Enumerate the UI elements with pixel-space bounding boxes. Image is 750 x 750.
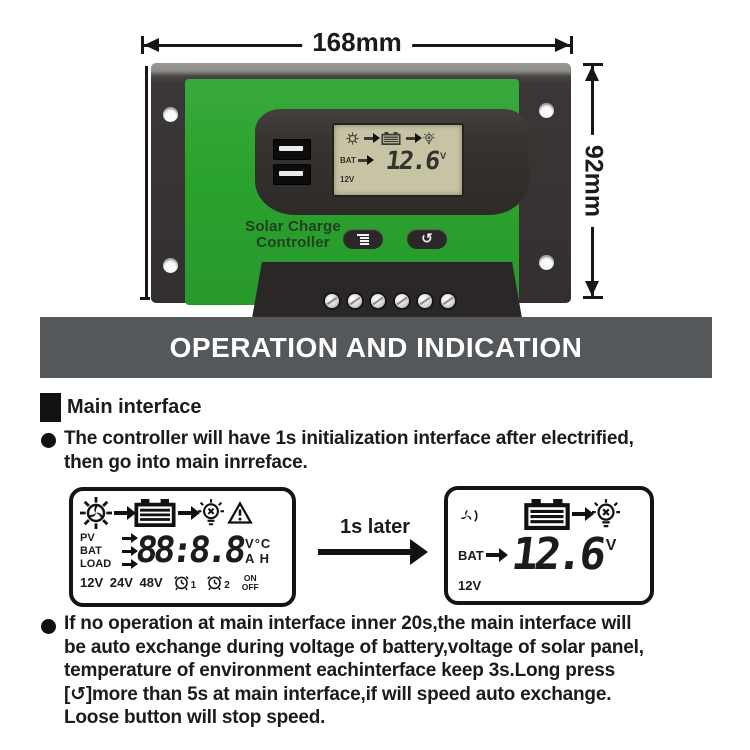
square-bullet xyxy=(40,393,61,422)
init-digits: 88:8.8 xyxy=(133,530,245,571)
lcd-diagram-init xyxy=(69,487,296,607)
system-voltages: 12V 24V 48V xyxy=(80,575,163,590)
terminal-screw xyxy=(395,294,409,308)
section-banner xyxy=(40,317,712,378)
on-label: ON xyxy=(243,573,257,583)
load-label: LOAD xyxy=(80,558,112,570)
brand-line2: Controller xyxy=(256,234,330,251)
brand-line1: Solar Charge xyxy=(245,218,341,235)
device-lcd-unit: V xyxy=(440,150,447,161)
sun-fan-icon xyxy=(80,497,112,529)
main-digits: 12.6 xyxy=(508,529,605,580)
mounting-hole xyxy=(163,107,178,122)
terminal-screw xyxy=(371,294,385,308)
terminal-screw xyxy=(325,294,339,308)
width-dimension xyxy=(141,27,573,57)
mounting-hole xyxy=(539,103,554,118)
bullet1-text xyxy=(64,427,724,474)
transition xyxy=(318,516,432,555)
bullet2-line3: temperature of environment eachinterface keep 3s.Long press xyxy=(64,660,615,681)
flow-arrow-icon xyxy=(114,511,127,515)
terminal-screw xyxy=(348,294,362,308)
off-label: OFF xyxy=(241,581,259,592)
brand-text xyxy=(233,219,353,251)
alarm-clock-icon xyxy=(206,574,223,591)
unit-vc: V°C xyxy=(245,536,272,551)
bullet2-line2: be auto exchange during voltage of battery,voltage of solar panel, xyxy=(64,636,644,658)
menu-icon xyxy=(357,234,369,245)
timer1 xyxy=(173,574,197,591)
dim-tick xyxy=(583,296,603,299)
bat-arrow-icon xyxy=(358,159,367,162)
pv-label: PV xyxy=(80,532,95,544)
unit-ah: A H xyxy=(245,551,270,566)
bulb-icon xyxy=(423,132,435,145)
battery-icon xyxy=(381,132,401,145)
arrowhead-down-icon xyxy=(585,281,599,296)
device-lcd xyxy=(332,123,464,197)
height-dimension-label: 92mm xyxy=(579,135,608,227)
lcd-diagram-main xyxy=(444,486,654,605)
bullet-dot xyxy=(41,619,56,634)
arrowhead-right-icon xyxy=(555,38,570,52)
left-edge-line xyxy=(145,66,148,298)
flow-arrow-icon xyxy=(178,511,191,515)
controller-body xyxy=(151,63,571,303)
battery-icon xyxy=(524,499,570,530)
usb-port xyxy=(273,139,311,160)
bullet2-line5: Loose button will stop speed. xyxy=(64,707,326,728)
alarm-clock-icon xyxy=(173,574,190,591)
transition-arrow-icon xyxy=(318,549,410,555)
device-lcd-bat-label: BAT xyxy=(340,156,356,165)
arrowhead-left-icon xyxy=(144,38,159,52)
timer2-sub: 2 xyxy=(224,580,230,591)
bat-arrow-icon xyxy=(122,550,131,553)
flow-arrow-icon xyxy=(364,137,373,140)
usb-tongue xyxy=(279,171,303,176)
banner-title: OPERATION AND INDICATION xyxy=(169,331,583,363)
usb-port xyxy=(273,164,311,185)
mounting-hole xyxy=(163,258,178,273)
return-icon: ↺ xyxy=(421,231,433,247)
terminal-block xyxy=(251,262,523,324)
menu-button xyxy=(343,229,383,249)
height-dimension xyxy=(579,63,608,299)
fan-icon xyxy=(458,506,480,526)
bullet2-line1: If no operation at main interface inner 20s,the main interface will xyxy=(64,613,632,634)
bullet-dot xyxy=(41,433,56,448)
load-arrow-icon xyxy=(122,563,131,566)
device-lcd-system: 12V xyxy=(340,175,355,184)
flow-arrow-icon xyxy=(572,512,585,516)
system-voltage: 12V xyxy=(458,578,482,593)
width-dimension-label: 168mm xyxy=(302,27,412,58)
on-off-indicator xyxy=(242,574,259,591)
flow-arrow-icon xyxy=(406,137,415,140)
sun-icon xyxy=(346,132,359,145)
bullet2-line4: [↺]more than 5s at main interface,if will speed auto exchange. xyxy=(64,683,612,705)
product-photo xyxy=(150,57,572,305)
terminal-screw xyxy=(441,294,455,308)
device-lcd-icons xyxy=(346,129,456,147)
display-bezel xyxy=(255,109,529,215)
device-lcd-value: 12.6 xyxy=(384,146,440,175)
bat-label: BAT xyxy=(458,547,484,563)
arrowhead-up-icon xyxy=(585,66,599,81)
bullet1-line1: The controller will have 1s initialization interface after electrified, xyxy=(64,428,634,449)
transition-label: 1s later xyxy=(339,516,411,538)
warning-icon xyxy=(227,501,253,525)
bullet1-line2: then go into main inrreface. xyxy=(64,451,308,473)
bulb-icon xyxy=(198,499,224,527)
mounting-hole xyxy=(539,255,554,270)
bat-arrow-icon xyxy=(486,553,499,557)
timer2 xyxy=(206,574,230,591)
main-interface-heading: Main interface xyxy=(67,396,202,418)
pv-arrow-icon xyxy=(122,537,131,540)
terminal-screw xyxy=(418,294,432,308)
main-unit: V xyxy=(605,537,617,554)
timer1-sub: 1 xyxy=(190,580,197,591)
usb-tongue xyxy=(279,146,303,151)
battery-icon xyxy=(134,499,176,527)
bulb-icon xyxy=(592,499,620,529)
return-button xyxy=(407,229,447,249)
bat-label: BAT xyxy=(80,545,102,557)
front-panel xyxy=(185,79,519,305)
dim-tick xyxy=(570,36,573,54)
bullet2-text xyxy=(64,612,734,730)
